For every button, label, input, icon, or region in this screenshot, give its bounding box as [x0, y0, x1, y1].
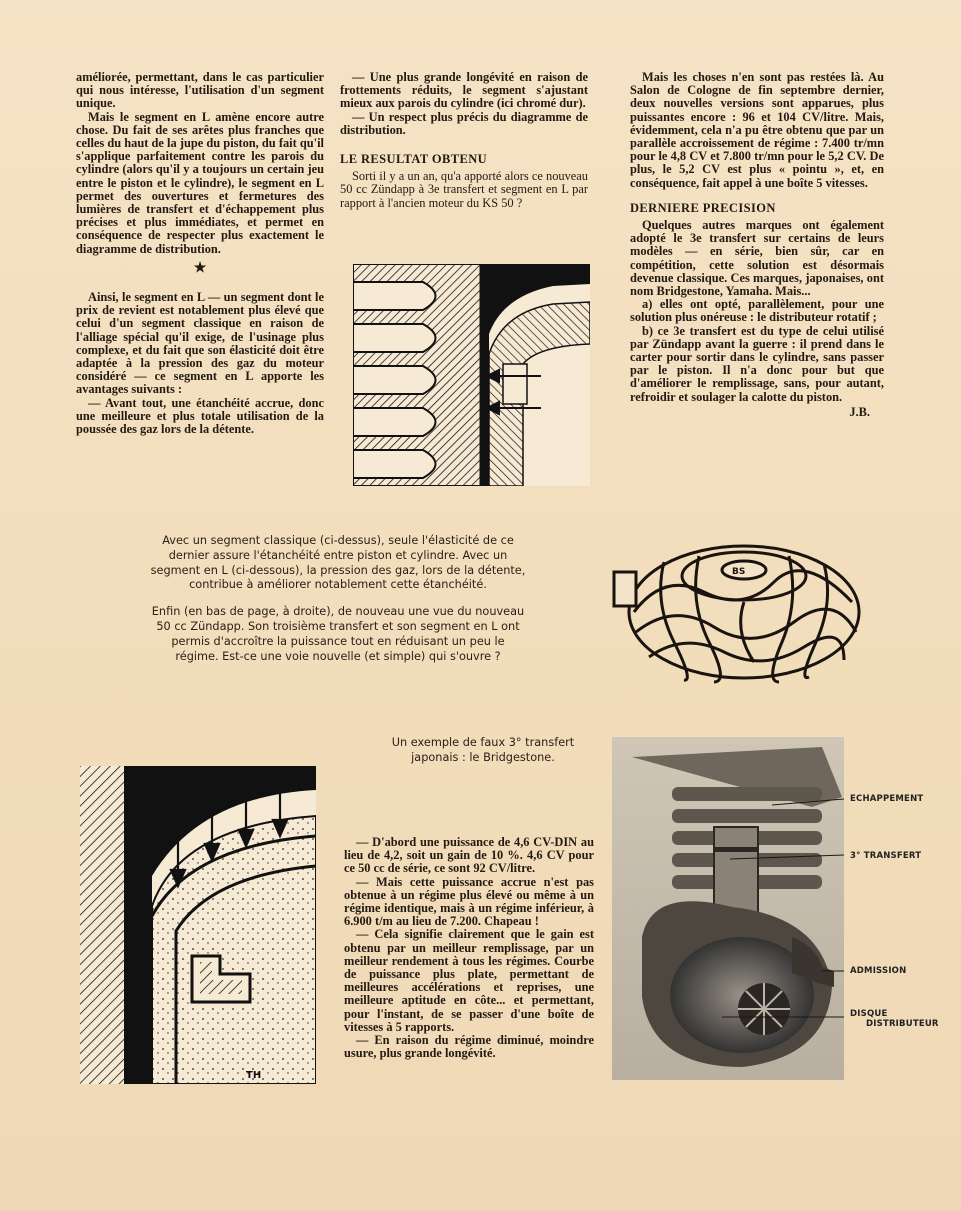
label-3-transfert: 3° TRANSFERT: [850, 851, 922, 861]
paragraph: améliorée, permettant, dans le cas particulier qui nous intéresse, l'utilisation d'un segment unique.: [76, 70, 324, 111]
label-admission: ADMISSION: [850, 966, 907, 976]
section-heading: DERNIERE PRECISION: [630, 200, 776, 215]
caption-paragraph: Un exemple de faux 3° transfert japonais : le Bridgestone.: [391, 736, 575, 764]
caption-paragraph: Avec un segment classique (ci-dessus), seule l'élasticité de ce dernier assure l'étanchéité entre piston et cylindre. Avec un segment en L (ci-dessous), la pression des gaz, lors de la détente, contribue à améliorer notablement cette étanchéité.: [150, 534, 526, 592]
bridgestone-engine-drawing: [594, 532, 874, 690]
classic-segment-figure: [353, 264, 590, 486]
figure-caption: [150, 534, 526, 664]
bridgestone-logo: BS: [732, 567, 746, 577]
zundapp-engine-photo: [612, 737, 844, 1080]
paragraph: — D'abord une puissance de 4,6 CV-DIN au lieu de 4,2, soit un gain de 10 %. 4,6 CV pour ce 50 cc de série, ce sont 92 CV/litre.: [344, 835, 594, 876]
paragraph: — En raison du régime diminué, moindre usure, plus grande longévité.: [344, 1033, 594, 1061]
paragraph: Ainsi, le segment en L — un segment dont le prix de revient est notablement plus élevé que celui d'un segment classique en raison de l'alliage spécial qu'il exige, de l'usinage plus complexe, et du fait que son élasticité doit être adaptée à la pression des gaz du moteur considéré — ce segment en L apporte les avantages suivants :: [76, 290, 324, 397]
label-distributeur: DISTRIBUTEUR: [866, 1019, 939, 1029]
separator-star: ★: [193, 260, 207, 276]
caption-paragraph: Enfin (en bas de page, à droite), de nouveau une vue du nouveau 50 cc Zündapp. Son troisième transfert et son segment en L ont permis d'accroître la puissance tout en réduisant un peu le régime. Est-ce une voie nouvelle (et simple) qui s'ouvre ?: [151, 605, 525, 663]
text-column-2: [340, 71, 588, 210]
paragraph: Mais les choses n'en sont pas restées là. Au Salon de Cologne de fin septembre dernier, deux nouvelles versions sont apparues, plus puissantes encore : 96 et 104 CV/litre. Mais, évidemment, cela n'a pu être obtenu que par un parallèle accroissement de régime : 7.400 tr/mn pour le 4,8 CV et 7.800 tr/mn pour le 5,2 CV. De plus, le 5,2 CV est plus « pointu », et, en conséquence, fait appel à une boîte 5 vitesses.: [630, 70, 884, 190]
bridgestone-caption: [372, 736, 594, 766]
paragraph: Sorti il y a un an, qu'a apporté alors ce nouveau 50 cc Zündapp à 3e transfert et segment en L par rapport à l'ancien moteur du KS 50 ?: [340, 169, 588, 210]
artist-mark: TH: [246, 1070, 262, 1081]
text-column-3: [630, 71, 884, 419]
paragraph: a) elles ont opté, parallèlement, pour une solution plus onéreuse : le distributeur rotatif ;: [630, 297, 884, 325]
paragraph: — Mais cette puissance accrue n'est pas obtenue à un régime plus élevé ou même à un régime identique, mais à un régime inférieur, à 6.900 t/m au lieu de 7.200. Chapeau !: [344, 874, 594, 929]
paragraph: Quelques autres marques ont également adopté le 3e transfert sur certains de leurs modèles — en série, bien sûr, car en compétition, cette solution est désormais devenue classique. Ces marques, japonaises, ont nom Bridgestone, Yamaha. Mais...: [630, 218, 884, 299]
paragraph: — Avant tout, une étanchéité accrue, donc une meilleure et plus totale utilisation de la poussée des gaz lors de la détente.: [76, 395, 324, 437]
paragraph: b) ce 3e transfert est du type de celui utilisé par Zündapp avant la guerre : il prend dans le carter pour sortir dans le cylindre, sans passer par le piston. Il n'a donc pour but que d'améliorer le remplissage, sans, pour autant, refroidir et soulager la calotte du piston.: [630, 323, 884, 404]
paragraph: — Une plus grande longévité en raison de frottements réduits, le segment s'ajustant mieux aux parois du cylindre (ici chromé dur).: [340, 70, 588, 111]
l-segment-figure: [80, 766, 316, 1084]
text-column-1: [76, 71, 324, 436]
label-echappement: ECHAPPEMENT: [850, 794, 924, 804]
section-heading: LE RESULTAT OBTENU: [340, 152, 488, 167]
paragraph: Mais le segment en L amène encore autre chose. Du fait de ses arêtes plus franches que celles du haut de la jupe du piston, du fait qu'il s'applique parfaitement contre les parois du cylindre (alors qu'il y a toujours un certain jeu entre le piston et le cylindre), le segment en L permet des ouvertures et fermetures des lumières de transfert et d'échappement plus précises et plus immédiates, et permet en conséquence de respecter plus exactement le diagramme de distribution.: [76, 109, 324, 256]
paragraph: — Cela signifie clairement que le gain est obtenu par un meilleur remplissage, par un meilleur rendement à tous les régimes. Courbe de puissance plus plate, permettant de meilleures accélérations et reprises, une meilleure aptitude en côte... et permettant, pour l'instant, de se passer d'une boîte de vitesses à 5 rapports.: [344, 927, 594, 1034]
label-disque: DISQUE: [850, 1009, 888, 1019]
author-signature: J.B.: [849, 404, 870, 419]
paragraph: — Un respect plus précis du diagramme de distribution.: [340, 109, 588, 137]
text-column-bottom: [344, 836, 594, 1060]
